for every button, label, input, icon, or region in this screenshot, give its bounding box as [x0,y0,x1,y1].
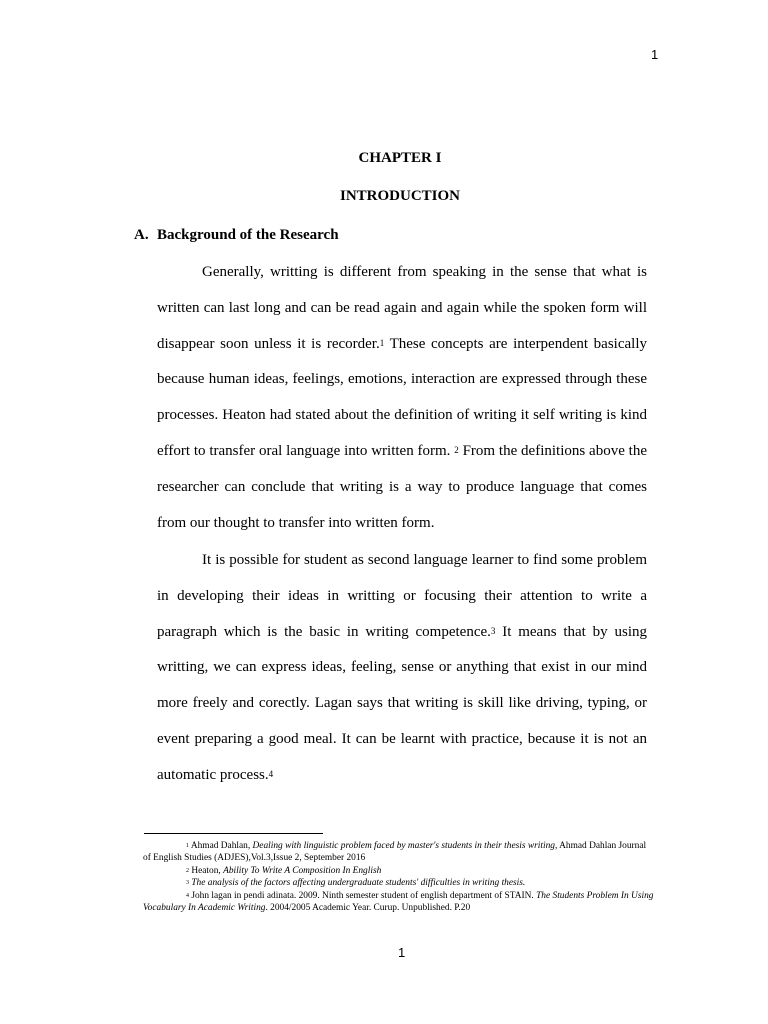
footnote-ref-4: 4 [268,768,274,779]
paragraph-1-text-a: Generally, writting is different from speaking in the sense that what is written can last long and can be read again and again while the spoken form will disappear soon unless it is recorder. [157,264,647,352]
footnote-title: The analysis of the factors affecting undergraduate students' difficulties in writing thesis. [191,878,526,889]
paragraph-1-text-c: From the definitions above the researcher can conclude that writing is a way to produce language that comes from our thought to transfer into written form. [157,442,647,531]
footnote [143,890,655,915]
footnote-ref-2: 2 [454,444,459,455]
footnote-title: Ability To Write A Composition In English [223,865,382,876]
paragraph-2-text-a: It is possible for student as second language learner to find some problem in developing their ideas in writting or focusing their attention to write a paragraph which is the basic in writing competence. [157,552,647,640]
section-title: Background of the Research [157,227,339,243]
footnote-number: 4 [186,892,189,899]
footnote [143,840,655,865]
chapter-title: CHAPTER I [358,150,442,166]
footnote-number: 1 [186,843,189,849]
footnote-text: John lagan in pendi adinata. 2009. Ninth semester student of english department of STAIN. [189,890,537,901]
section-letter: A. [134,227,149,243]
footnote-ref-1: 1 [379,337,385,348]
footnote-number: 2 [186,867,189,874]
paragraph-2 [157,543,647,794]
footnote-number: 3 [186,880,189,887]
footnotes [143,840,655,914]
section-heading [134,227,339,244]
footnote [143,877,655,889]
footnote-ref-3: 3 [490,625,496,636]
footnote-text: , Ahmad Dahlan Journal of English Studies (ADJES),Vol.3,Issue 2, September 2016 [143,841,647,864]
footnote-title: Dealing with linguistic problem faced by master's students in their thesis writing [252,841,555,851]
footnote-separator [144,833,323,834]
paragraph-1 [157,255,647,541]
footnote-text: Heaton, [189,865,224,876]
paragraph-1-text-b: These concepts are interpendent basically because human ideas, feelings, emotions, interaction are expressed through these processes. Heaton had stated about the definition of writing it self writing is kind effort to transfer oral language into written form. [157,335,647,459]
footer-page-number: 1 [398,945,406,960]
chapter-heading: INTRODUCTION [339,188,460,204]
paragraph-2-text-b: It means that by using writting, we can express ideas, feeling, sense or anything that exist in our mind more freely and corectly. Lagan says that writing is skill like driving, typing, or event preparing a good meal. It can be learnt with practice, because it is not an automatic process. [157,623,647,783]
footnote [143,865,655,877]
header-page-number: 1 [651,47,659,62]
footnote-text: Ahmad Dahlan, [189,841,253,851]
footnote-text: . 2004/2005 Academic Year. Curup. Unpublished. P.20 [265,903,471,914]
footnote-title: The Students Problem In Using Vocabulary In Academic Writing [143,890,654,914]
